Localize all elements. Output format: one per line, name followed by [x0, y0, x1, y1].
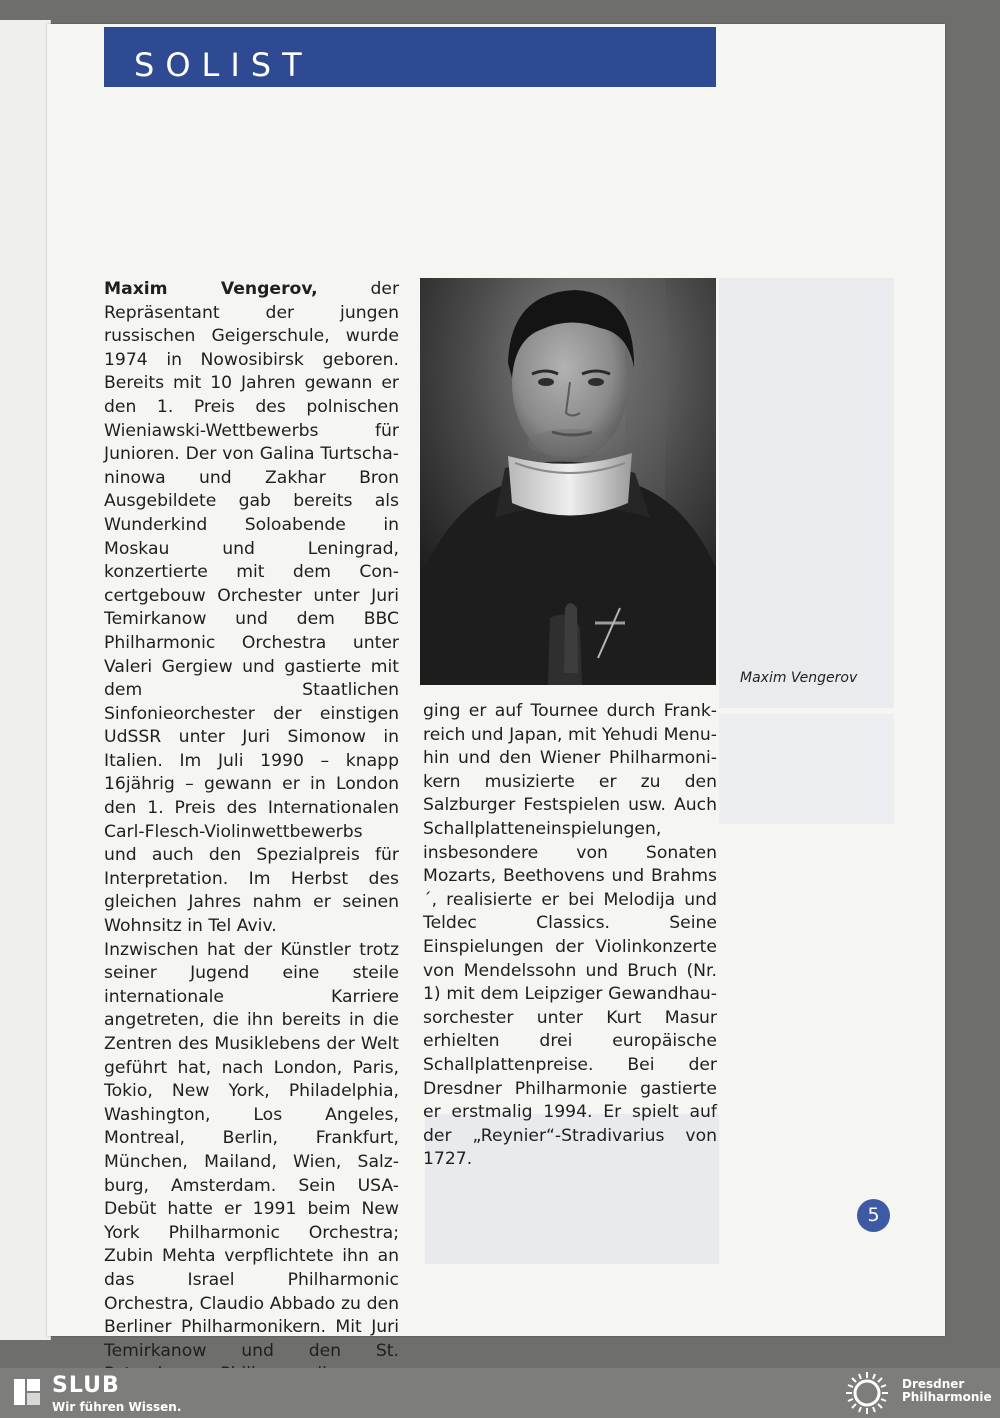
show-through-shadow	[719, 278, 894, 708]
portrait-image	[420, 278, 716, 685]
slub-logo-icon	[12, 1377, 42, 1407]
library-tagline: Wir führen Wissen.	[52, 1400, 182, 1414]
orchestra-logo-icon	[842, 1370, 892, 1416]
biography-text: der Repräsentant der jungen russischen Geigerschule, wurde 1974 in Nowosibirsk geboren. Bereits mit 10 Jahren gewann er den 1. Preis des polnischen Wieniawski-Wettbewerbs für Junioren. Der von Galina Turtschaninowa und Zakhar Bron Ausgebildete gab bereits als Wunderkind Soloabende in Moskau und Leningrad, konzertierte mit dem Concertgebouw Orchester unter Juri Temirkanow und dem BBC Philharmonic Orchestra unter Valeri Gergiew und gastierte mit dem Staatlichen Sinfonieorchester der einstigen UdSSR unter Juri Simonow in Italien. Im Juli 1990 – knapp 16jährig – gewann er in London den 1. Preis des Internationalen Carl-Flesch-Violinwettbewerbs und auch den Spezialpreis für Interpretation. Im Herbst des gleichen Jahres nahm er seinen Wohnsitz in Tel Aviv.	[104, 279, 400, 937]
soloist-name: Maxim Vengerov,	[104, 279, 318, 299]
show-through-shadow	[719, 714, 894, 824]
biography-paragraph	[104, 278, 399, 939]
section-title: SOLIST	[134, 46, 313, 84]
previous-page-edge	[0, 20, 51, 1340]
library-name: SLUB	[52, 1373, 120, 1398]
biography-paragraph: ging er auf Tournee durch Frankreich und Japan, mit Yehudi Menuhin und den Wiener Philharmonikern musizierte er zu den Salzburger Festspielen usw. Auch Schallplatteneinspielungen, insbesondere von Sonaten Mozarts, Beethovens und Brahms´, realisierte er bei Melodija und Teldec Classics. Seine Einspielungen der Violinkonzerte von Mendelssohn und Bruch (Nr. 1) mit dem Leipziger Gewandhausorchester unter Kurt Masur erhielten drei europäische Schallplattenpreise. Bei der Dresdner Philharmonie gastierte er erstmalig 1994. Er spielt auf der „Reynier“-Stradivarius von 1727.	[423, 701, 717, 1170]
photo-caption: Maxim Vengerov	[740, 670, 858, 686]
biography-paragraph: Inzwischen hat der Künstler trotz seiner Jugend eine steile internationale Karriere angetreten, die ihn bereits in die Zentren des Musiklebens der Welt geführt hat, nach London, Paris, Tokio, New York, Philadelphia, Washington, Los Angeles, Montreal, Berlin, Frankfurt, München, Mailand, Wien, Salzburg, Amsterdam. Sein USA-Debüt hatte er 1991 beim New York Philharmonic Orchestra; Zubin Mehta verpflichtete ihn an das Israel Philharmonic Orchestra, Claudio Abbado zu den Berliner Philharmonikern. Mit Juri Temirkanow und den St.	[104, 939, 399, 1361]
orchestra-name	[902, 1378, 992, 1404]
biography-right-column	[423, 700, 717, 1172]
orchestra-name-line: Philharmonie	[902, 1390, 992, 1404]
biography-left-column	[104, 278, 399, 1387]
orchestra-name-line: Dresdner	[902, 1377, 965, 1391]
digitization-footer	[0, 1368, 1000, 1418]
soloist-photo	[420, 278, 716, 685]
brochure-page	[47, 24, 945, 1361]
page-number: 5	[857, 1199, 890, 1232]
section-header	[104, 27, 716, 87]
